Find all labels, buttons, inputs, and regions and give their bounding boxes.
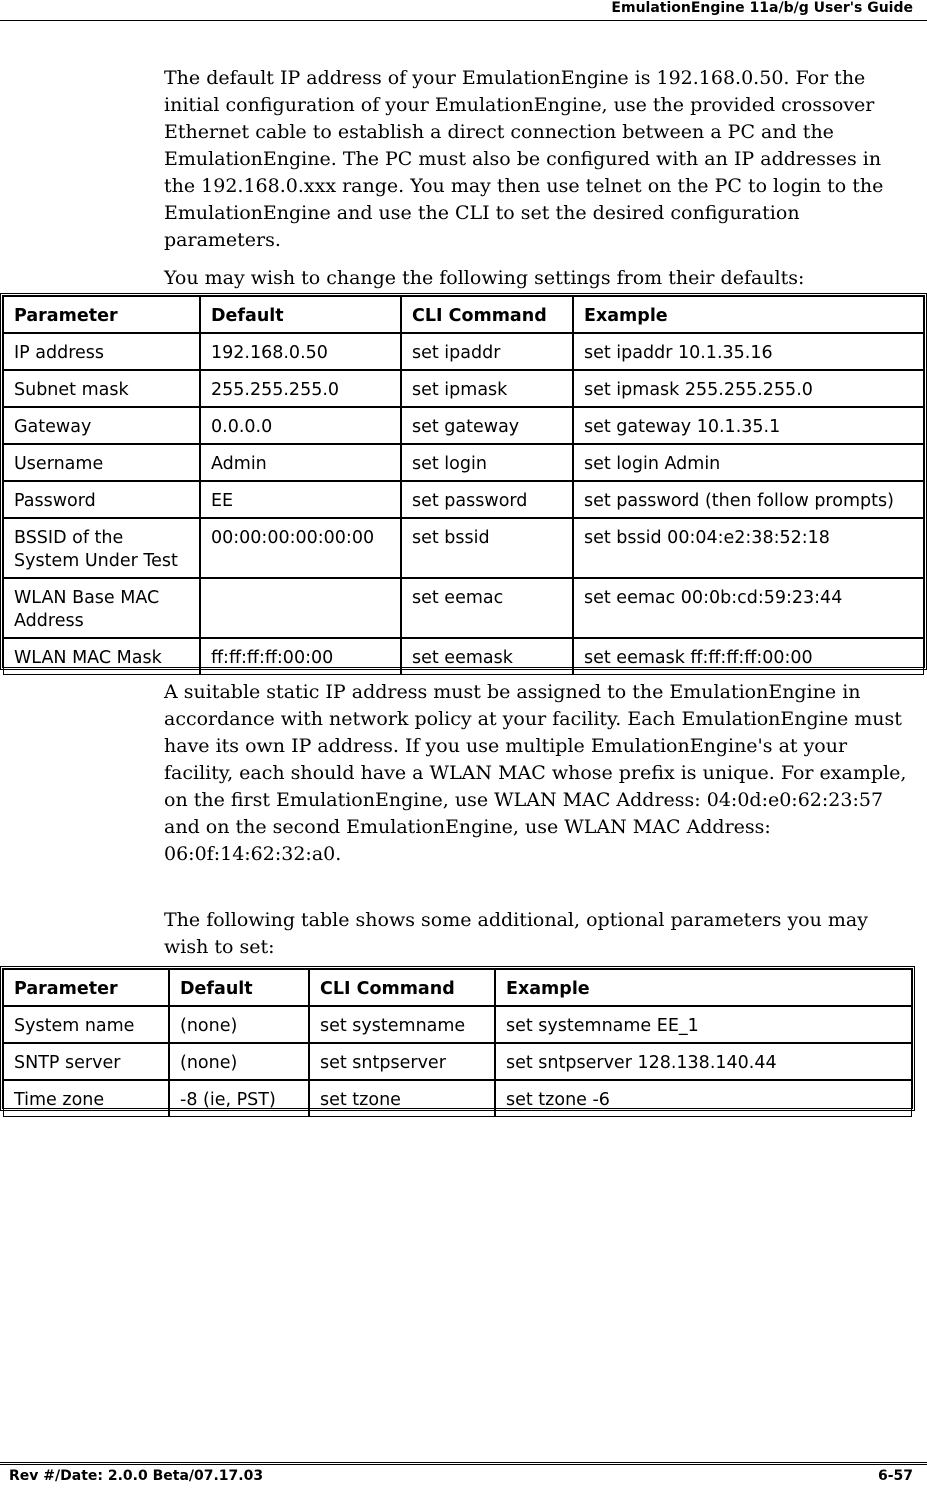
table-cell: set tzone -6 xyxy=(495,1080,912,1117)
table-cell: 192.168.0.50 xyxy=(200,333,401,370)
column-header: Example xyxy=(573,296,924,333)
table-cell: Password xyxy=(3,481,200,518)
table-row xyxy=(3,518,924,578)
column-header: Default xyxy=(200,296,401,333)
table-row xyxy=(3,1006,912,1043)
table-cell xyxy=(200,578,401,638)
running-header-title: EmulationEngine 11a/b/g User's Guide xyxy=(611,0,913,16)
table-cell: set gateway xyxy=(401,407,573,444)
header-rule xyxy=(0,20,927,21)
table-cell: Time zone xyxy=(3,1080,169,1117)
table-cell: Username xyxy=(3,444,200,481)
table-cell: set ipmask xyxy=(401,370,573,407)
table-cell: Gateway xyxy=(3,407,200,444)
table-row xyxy=(3,370,924,407)
table-cell: Subnet mask xyxy=(3,370,200,407)
table-cell: set gateway 10.1.35.1 xyxy=(573,407,924,444)
table-row xyxy=(3,333,924,370)
table-cell: set eemac xyxy=(401,578,573,638)
table-cell: set login xyxy=(401,444,573,481)
table-cell: set tzone xyxy=(309,1080,495,1117)
table-cell: BSSID of the System Under Test xyxy=(3,518,200,578)
table-cell: WLAN MAC Mask xyxy=(3,638,200,675)
table-cell: IP address xyxy=(3,333,200,370)
table-row xyxy=(3,638,924,675)
table-cell: (none) xyxy=(169,1043,309,1080)
table-cell: set ipaddr xyxy=(401,333,573,370)
table-cell: 0.0.0.0 xyxy=(200,407,401,444)
table-row xyxy=(3,407,924,444)
column-header: CLI Command xyxy=(401,296,573,333)
footer-revision: Rev #/Date: 2.0.0 Beta/07.17.03 xyxy=(9,1468,264,1484)
table-cell: set sntpserver xyxy=(309,1043,495,1080)
table-cell: EE xyxy=(200,481,401,518)
table-cell: set eemask ff:ff:ff:ff:00:00 xyxy=(573,638,924,675)
table-cell: ff:ff:ff:ff:00:00 xyxy=(200,638,401,675)
table-header-row xyxy=(3,969,912,1006)
column-header: Parameter xyxy=(3,969,169,1006)
table-cell: set ipaddr 10.1.35.16 xyxy=(573,333,924,370)
table-row xyxy=(3,481,924,518)
table-cell: set bssid xyxy=(401,518,573,578)
footer-rule xyxy=(0,1462,927,1465)
table-cell: set systemname xyxy=(309,1006,495,1043)
table-cell: 255.255.255.0 xyxy=(200,370,401,407)
table-row xyxy=(3,578,924,638)
optional-settings-table xyxy=(0,966,915,1111)
table-cell: SNTP server xyxy=(3,1043,169,1080)
default-settings-table xyxy=(0,293,927,670)
table2-lead-paragraph: The following table shows some additional, optional parameters you may wish to set: xyxy=(164,909,868,958)
table-cell: set sntpserver 128.138.140.44 xyxy=(495,1043,912,1080)
table-cell: WLAN Base MAC Address xyxy=(3,578,200,638)
table-cell: set eemac 00:0b:cd:59:23:44 xyxy=(573,578,924,638)
table-row xyxy=(3,444,924,481)
table-cell: set login Admin xyxy=(573,444,924,481)
table-cell: Admin xyxy=(200,444,401,481)
table-header-row xyxy=(3,296,924,333)
table-cell: 00:00:00:00:00:00 xyxy=(200,518,401,578)
table-cell: set bssid 00:04:e2:38:52:18 xyxy=(573,518,924,578)
page-number: 6-57 xyxy=(877,1468,913,1484)
table-row xyxy=(3,1043,912,1080)
column-header: Parameter xyxy=(3,296,200,333)
intro-paragraph: The default IP address of your EmulationEngine is 192.168.0.50. For the initial configuration of your EmulationEngine, use the provided crossover Ethernet cable to establish a direct connection between a PC and the EmulationEngine. The PC must also be configured with an IP addresses in the 192.168.0.xxx range. You may then use telnet on the PC to login to the EmulationEngine and use the CLI to set the desired configuration parameters. xyxy=(164,67,884,251)
table-cell: set password xyxy=(401,481,573,518)
column-header: Default xyxy=(169,969,309,1006)
static-ip-paragraph: A suitable static IP address must be assigned to the EmulationEngine in accordance with network policy at your facility. Each EmulationEngine must have its own IP address. If you use multiple EmulationEngine's at your facility, each should have a WLAN MAC whose prefix is unique. For example, on the first EmulationEngine, use WLAN MAC Address: 04:0d:e0:62:23:57 and on the second EmulationEngine, use WLAN MAC Address: 06:0f:14:62:32:a0. xyxy=(164,681,907,865)
table-cell: (none) xyxy=(169,1006,309,1043)
table-row xyxy=(3,1080,912,1117)
table-cell: set eemask xyxy=(401,638,573,675)
column-header: Example xyxy=(495,969,912,1006)
table-cell: set systemname EE_1 xyxy=(495,1006,912,1043)
table-cell: set ipmask 255.255.255.0 xyxy=(573,370,924,407)
table1-lead-paragraph: You may wish to change the following settings from their defaults: xyxy=(164,267,805,289)
table-cell: -8 (ie, PST) xyxy=(169,1080,309,1117)
table-cell: set password (then follow prompts) xyxy=(573,481,924,518)
column-header: CLI Command xyxy=(309,969,495,1006)
table-cell: System name xyxy=(3,1006,169,1043)
